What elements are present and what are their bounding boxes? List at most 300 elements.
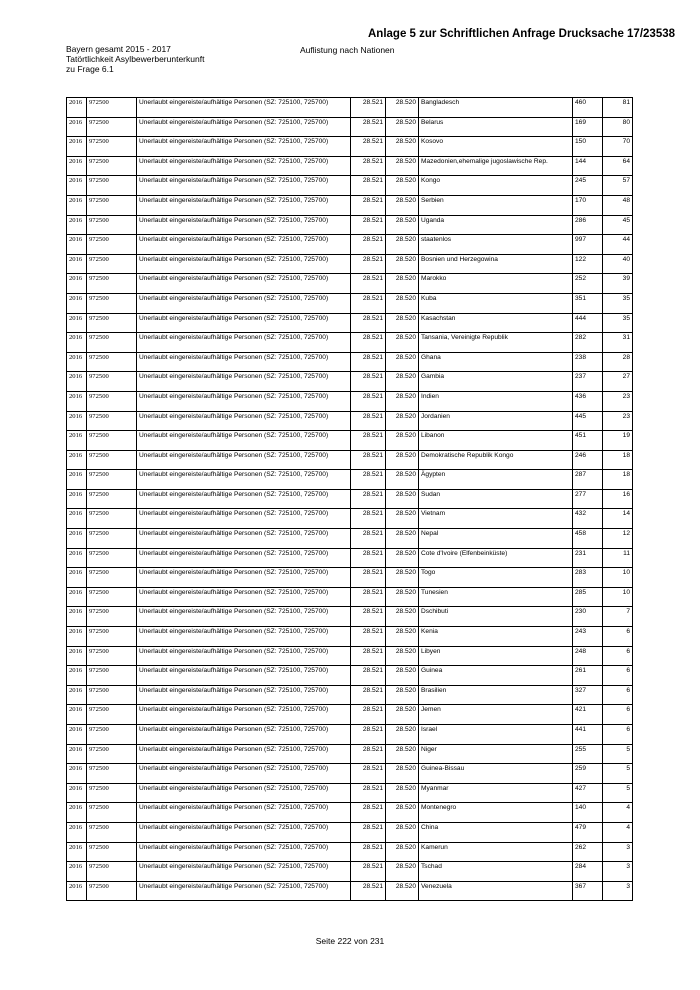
count-cell: 16: [603, 489, 633, 509]
code-cell: 972500: [87, 529, 137, 549]
count-cell: 45: [603, 215, 633, 235]
count-cell: 80: [603, 117, 633, 137]
meta-question: zu Frage 6.1: [66, 64, 114, 74]
description-cell: Unerlaubt eingereiste/aufhältige Personen (SZ: 725100, 725700): [137, 137, 351, 157]
code-cell: 972500: [87, 842, 137, 862]
count-cell: 4: [603, 822, 633, 842]
code-cell: 972500: [87, 548, 137, 568]
document-title: Anlage 5 zur Schriftlichen Anfrage Drucksache 17/23538: [368, 28, 676, 40]
country-code-cell: 441: [573, 725, 603, 745]
country-cell: Brasilien: [419, 685, 573, 705]
country-cell: Kamerun: [419, 842, 573, 862]
count-cell: 18: [603, 450, 633, 470]
table-row: [67, 333, 633, 353]
country-code-cell: 261: [573, 666, 603, 686]
key-value-cell: 28.521: [351, 352, 386, 372]
country-cell: Cote d'Ivoire (Elfenbeinküste): [419, 548, 573, 568]
description-cell: Unerlaubt eingereiste/aufhältige Personen (SZ: 725100, 725700): [137, 98, 351, 118]
key-value-cell-2: 28.520: [386, 627, 419, 647]
key-value-cell-2: 28.520: [386, 195, 419, 215]
key-value-cell-2: 28.520: [386, 254, 419, 274]
description-cell: Unerlaubt eingereiste/aufhältige Personen (SZ: 725100, 725700): [137, 215, 351, 235]
code-cell: 972500: [87, 881, 137, 901]
table-row: [67, 842, 633, 862]
country-code-cell: 367: [573, 881, 603, 901]
count-cell: 31: [603, 333, 633, 353]
country-code-cell: 460: [573, 98, 603, 118]
key-value-cell-2: 28.520: [386, 666, 419, 686]
description-cell: Unerlaubt eingereiste/aufhältige Personen (SZ: 725100, 725700): [137, 195, 351, 215]
meta-location: Tatörtlichkeit Asylbewerberunterkunft: [66, 54, 205, 64]
country-code-cell: 262: [573, 842, 603, 862]
count-cell: 35: [603, 313, 633, 333]
country-code-cell: 231: [573, 548, 603, 568]
key-value-cell: 28.521: [351, 666, 386, 686]
code-cell: 972500: [87, 627, 137, 647]
country-cell: Togo: [419, 568, 573, 588]
code-cell: 972500: [87, 117, 137, 137]
count-cell: 10: [603, 587, 633, 607]
key-value-cell-2: 28.520: [386, 431, 419, 451]
key-value-cell-2: 28.520: [386, 176, 419, 196]
description-cell: Unerlaubt eingereiste/aufhältige Personen (SZ: 725100, 725700): [137, 783, 351, 803]
table-row: [67, 215, 633, 235]
table-row: [67, 274, 633, 294]
table-row: [67, 587, 633, 607]
table-row: [67, 293, 633, 313]
year-cell: 2016: [67, 744, 87, 764]
year-cell: 2016: [67, 98, 87, 118]
nation-table: [66, 97, 633, 901]
count-cell: 6: [603, 666, 633, 686]
table-row: [67, 391, 633, 411]
table-row: [67, 646, 633, 666]
key-value-cell: 28.521: [351, 627, 386, 647]
count-cell: 3: [603, 842, 633, 862]
code-cell: 972500: [87, 764, 137, 784]
key-value-cell: 28.521: [351, 391, 386, 411]
country-code-cell: 283: [573, 568, 603, 588]
country-code-cell: 170: [573, 195, 603, 215]
year-cell: 2016: [67, 352, 87, 372]
year-cell: 2016: [67, 607, 87, 627]
description-cell: Unerlaubt eingereiste/aufhältige Personen (SZ: 725100, 725700): [137, 529, 351, 549]
key-value-cell: 28.521: [351, 195, 386, 215]
year-cell: 2016: [67, 862, 87, 882]
key-value-cell-2: 28.520: [386, 705, 419, 725]
country-code-cell: 284: [573, 862, 603, 882]
count-cell: 81: [603, 98, 633, 118]
description-cell: Unerlaubt eingereiste/aufhältige Personen (SZ: 725100, 725700): [137, 431, 351, 451]
key-value-cell: 28.521: [351, 293, 386, 313]
table-row: [67, 627, 633, 647]
country-cell: Gambia: [419, 372, 573, 392]
country-code-cell: 286: [573, 215, 603, 235]
code-cell: 972500: [87, 313, 137, 333]
count-cell: 7: [603, 607, 633, 627]
code-cell: 972500: [87, 431, 137, 451]
country-cell: Dschibuti: [419, 607, 573, 627]
code-cell: 972500: [87, 666, 137, 686]
country-cell: Kongo: [419, 176, 573, 196]
table-row: [67, 137, 633, 157]
description-cell: Unerlaubt eingereiste/aufhältige Personen (SZ: 725100, 725700): [137, 489, 351, 509]
table-row: [67, 431, 633, 451]
document-meta: [66, 44, 204, 74]
description-cell: Unerlaubt eingereiste/aufhältige Personen (SZ: 725100, 725700): [137, 607, 351, 627]
description-cell: Unerlaubt eingereiste/aufhältige Personen (SZ: 725100, 725700): [137, 627, 351, 647]
count-cell: 44: [603, 235, 633, 255]
count-cell: 6: [603, 646, 633, 666]
key-value-cell-2: 28.520: [386, 98, 419, 118]
key-value-cell-2: 28.520: [386, 842, 419, 862]
table-row: [67, 764, 633, 784]
description-cell: Unerlaubt eingereiste/aufhältige Personen (SZ: 725100, 725700): [137, 764, 351, 784]
key-value-cell: 28.521: [351, 862, 386, 882]
code-cell: 972500: [87, 176, 137, 196]
country-cell: staatenlos: [419, 235, 573, 255]
table-row: [67, 509, 633, 529]
year-cell: 2016: [67, 509, 87, 529]
count-cell: 5: [603, 744, 633, 764]
code-cell: 972500: [87, 705, 137, 725]
code-cell: 972500: [87, 470, 137, 490]
meta-region: Bayern gesamt 2015 - 2017: [66, 44, 171, 54]
year-cell: 2016: [67, 470, 87, 490]
description-cell: Unerlaubt eingereiste/aufhältige Personen (SZ: 725100, 725700): [137, 293, 351, 313]
table-row: [67, 881, 633, 901]
table-row: [67, 313, 633, 333]
count-cell: 23: [603, 391, 633, 411]
country-code-cell: 255: [573, 744, 603, 764]
country-cell: Tansania, Vereinigte Republik: [419, 333, 573, 353]
key-value-cell: 28.521: [351, 803, 386, 823]
count-cell: 39: [603, 274, 633, 294]
table-row: [67, 862, 633, 882]
code-cell: 972500: [87, 98, 137, 118]
key-value-cell-2: 28.520: [386, 293, 419, 313]
count-cell: 48: [603, 195, 633, 215]
year-cell: 2016: [67, 568, 87, 588]
table-row: [67, 705, 633, 725]
key-value-cell-2: 28.520: [386, 685, 419, 705]
description-cell: Unerlaubt eingereiste/aufhältige Personen (SZ: 725100, 725700): [137, 333, 351, 353]
year-cell: 2016: [67, 783, 87, 803]
description-cell: Unerlaubt eingereiste/aufhältige Personen (SZ: 725100, 725700): [137, 587, 351, 607]
key-value-cell: 28.521: [351, 450, 386, 470]
key-value-cell-2: 28.520: [386, 862, 419, 882]
country-code-cell: 259: [573, 764, 603, 784]
description-cell: Unerlaubt eingereiste/aufhältige Personen (SZ: 725100, 725700): [137, 646, 351, 666]
table-row: [67, 98, 633, 118]
description-cell: Unerlaubt eingereiste/aufhältige Personen (SZ: 725100, 725700): [137, 372, 351, 392]
count-cell: 6: [603, 705, 633, 725]
year-cell: 2016: [67, 725, 87, 745]
country-code-cell: 237: [573, 372, 603, 392]
country-cell: Ägypten: [419, 470, 573, 490]
year-cell: 2016: [67, 195, 87, 215]
table-row: [67, 822, 633, 842]
country-code-cell: 997: [573, 235, 603, 255]
key-value-cell-2: 28.520: [386, 803, 419, 823]
country-code-cell: 252: [573, 274, 603, 294]
year-cell: 2016: [67, 627, 87, 647]
country-code-cell: 458: [573, 529, 603, 549]
count-cell: 57: [603, 176, 633, 196]
country-cell: Demokratische Republik Kongo: [419, 450, 573, 470]
key-value-cell-2: 28.520: [386, 156, 419, 176]
country-code-cell: 285: [573, 587, 603, 607]
country-code-cell: 246: [573, 450, 603, 470]
country-cell: Guinea-Bissau: [419, 764, 573, 784]
count-cell: 3: [603, 862, 633, 882]
key-value-cell-2: 28.520: [386, 744, 419, 764]
key-value-cell: 28.521: [351, 215, 386, 235]
code-cell: 972500: [87, 489, 137, 509]
year-cell: 2016: [67, 411, 87, 431]
country-code-cell: 169: [573, 117, 603, 137]
count-cell: 18: [603, 470, 633, 490]
country-cell: Libyen: [419, 646, 573, 666]
country-code-cell: 479: [573, 822, 603, 842]
key-value-cell: 28.521: [351, 705, 386, 725]
code-cell: 972500: [87, 137, 137, 157]
key-value-cell-2: 28.520: [386, 391, 419, 411]
code-cell: 972500: [87, 822, 137, 842]
key-value-cell: 28.521: [351, 822, 386, 842]
country-cell: Kuba: [419, 293, 573, 313]
table-row: [67, 744, 633, 764]
country-cell: Bosnien und Herzegowina: [419, 254, 573, 274]
country-cell: Ghana: [419, 352, 573, 372]
year-cell: 2016: [67, 646, 87, 666]
description-cell: Unerlaubt eingereiste/aufhältige Personen (SZ: 725100, 725700): [137, 725, 351, 745]
country-code-cell: 140: [573, 803, 603, 823]
count-cell: 3: [603, 881, 633, 901]
year-cell: 2016: [67, 117, 87, 137]
count-cell: 28: [603, 352, 633, 372]
count-cell: 5: [603, 764, 633, 784]
table-row: [67, 607, 633, 627]
key-value-cell-2: 28.520: [386, 529, 419, 549]
country-code-cell: 421: [573, 705, 603, 725]
year-cell: 2016: [67, 254, 87, 274]
description-cell: Unerlaubt eingereiste/aufhältige Personen (SZ: 725100, 725700): [137, 411, 351, 431]
table-row: [67, 803, 633, 823]
country-code-cell: 444: [573, 313, 603, 333]
country-cell: Marokko: [419, 274, 573, 294]
description-cell: Unerlaubt eingereiste/aufhältige Personen (SZ: 725100, 725700): [137, 803, 351, 823]
key-value-cell: 28.521: [351, 137, 386, 157]
year-cell: 2016: [67, 489, 87, 509]
key-value-cell: 28.521: [351, 568, 386, 588]
key-value-cell-2: 28.520: [386, 489, 419, 509]
year-cell: 2016: [67, 274, 87, 294]
country-cell: Indien: [419, 391, 573, 411]
country-code-cell: 287: [573, 470, 603, 490]
code-cell: 972500: [87, 803, 137, 823]
country-cell: Mazedonien,ehemalige jugoslawische Rep.: [419, 156, 573, 176]
country-code-cell: 436: [573, 391, 603, 411]
country-code-cell: 277: [573, 489, 603, 509]
key-value-cell-2: 28.520: [386, 215, 419, 235]
year-cell: 2016: [67, 333, 87, 353]
description-cell: Unerlaubt eingereiste/aufhältige Personen (SZ: 725100, 725700): [137, 117, 351, 137]
count-cell: 4: [603, 803, 633, 823]
year-cell: 2016: [67, 137, 87, 157]
year-cell: 2016: [67, 842, 87, 862]
description-cell: Unerlaubt eingereiste/aufhältige Personen (SZ: 725100, 725700): [137, 352, 351, 372]
table-row: [67, 195, 633, 215]
key-value-cell-2: 28.520: [386, 548, 419, 568]
country-cell: Venezuela: [419, 881, 573, 901]
table-row: [67, 725, 633, 745]
table-row: [67, 783, 633, 803]
year-cell: 2016: [67, 705, 87, 725]
country-cell: Kasachstan: [419, 313, 573, 333]
table-row: [67, 568, 633, 588]
code-cell: 972500: [87, 568, 137, 588]
key-value-cell-2: 28.520: [386, 333, 419, 353]
key-value-cell: 28.521: [351, 489, 386, 509]
key-value-cell: 28.521: [351, 117, 386, 137]
count-cell: 14: [603, 509, 633, 529]
key-value-cell-2: 28.520: [386, 725, 419, 745]
country-cell: Bangladesch: [419, 98, 573, 118]
key-value-cell: 28.521: [351, 470, 386, 490]
code-cell: 972500: [87, 215, 137, 235]
country-code-cell: 327: [573, 685, 603, 705]
key-value-cell-2: 28.520: [386, 822, 419, 842]
code-cell: 972500: [87, 254, 137, 274]
country-code-cell: 144: [573, 156, 603, 176]
key-value-cell-2: 28.520: [386, 117, 419, 137]
country-code-cell: 248: [573, 646, 603, 666]
country-cell: Sudan: [419, 489, 573, 509]
description-cell: Unerlaubt eingereiste/aufhältige Personen (SZ: 725100, 725700): [137, 156, 351, 176]
description-cell: Unerlaubt eingereiste/aufhältige Personen (SZ: 725100, 725700): [137, 744, 351, 764]
key-value-cell: 28.521: [351, 509, 386, 529]
key-value-cell: 28.521: [351, 725, 386, 745]
description-cell: Unerlaubt eingereiste/aufhältige Personen (SZ: 725100, 725700): [137, 842, 351, 862]
code-cell: 972500: [87, 293, 137, 313]
code-cell: 972500: [87, 783, 137, 803]
key-value-cell-2: 28.520: [386, 372, 419, 392]
year-cell: 2016: [67, 666, 87, 686]
country-cell: Belarus: [419, 117, 573, 137]
country-code-cell: 238: [573, 352, 603, 372]
table-row: [67, 548, 633, 568]
description-cell: Unerlaubt eingereiste/aufhältige Personen (SZ: 725100, 725700): [137, 862, 351, 882]
key-value-cell-2: 28.520: [386, 411, 419, 431]
code-cell: 972500: [87, 391, 137, 411]
key-value-cell: 28.521: [351, 529, 386, 549]
key-value-cell: 28.521: [351, 333, 386, 353]
year-cell: 2016: [67, 450, 87, 470]
country-cell: Israel: [419, 725, 573, 745]
description-cell: Unerlaubt eingereiste/aufhältige Personen (SZ: 725100, 725700): [137, 391, 351, 411]
key-value-cell: 28.521: [351, 411, 386, 431]
description-cell: Unerlaubt eingereiste/aufhältige Personen (SZ: 725100, 725700): [137, 705, 351, 725]
key-value-cell-2: 28.520: [386, 881, 419, 901]
country-cell: Niger: [419, 744, 573, 764]
code-cell: 972500: [87, 509, 137, 529]
key-value-cell-2: 28.520: [386, 646, 419, 666]
code-cell: 972500: [87, 587, 137, 607]
count-cell: 40: [603, 254, 633, 274]
key-value-cell: 28.521: [351, 607, 386, 627]
key-value-cell: 28.521: [351, 764, 386, 784]
count-cell: 35: [603, 293, 633, 313]
count-cell: 23: [603, 411, 633, 431]
year-cell: 2016: [67, 176, 87, 196]
country-code-cell: 122: [573, 254, 603, 274]
year-cell: 2016: [67, 215, 87, 235]
document-subtitle: Auflistung nach Nationen: [300, 45, 395, 55]
table-row: [67, 117, 633, 137]
country-cell: Vietnam: [419, 509, 573, 529]
count-cell: 12: [603, 529, 633, 549]
code-cell: 972500: [87, 744, 137, 764]
country-code-cell: 245: [573, 176, 603, 196]
table-row: [67, 450, 633, 470]
count-cell: 6: [603, 725, 633, 745]
description-cell: Unerlaubt eingereiste/aufhältige Personen (SZ: 725100, 725700): [137, 881, 351, 901]
code-cell: 972500: [87, 274, 137, 294]
country-cell: Kosovo: [419, 137, 573, 157]
key-value-cell-2: 28.520: [386, 470, 419, 490]
description-cell: Unerlaubt eingereiste/aufhältige Personen (SZ: 725100, 725700): [137, 822, 351, 842]
year-cell: 2016: [67, 156, 87, 176]
description-cell: Unerlaubt eingereiste/aufhältige Personen (SZ: 725100, 725700): [137, 470, 351, 490]
code-cell: 972500: [87, 685, 137, 705]
year-cell: 2016: [67, 548, 87, 568]
country-code-cell: 351: [573, 293, 603, 313]
country-cell: Guinea: [419, 666, 573, 686]
count-cell: 5: [603, 783, 633, 803]
key-value-cell: 28.521: [351, 98, 386, 118]
description-cell: Unerlaubt eingereiste/aufhältige Personen (SZ: 725100, 725700): [137, 666, 351, 686]
country-cell: Nepal: [419, 529, 573, 549]
year-cell: 2016: [67, 764, 87, 784]
code-cell: 972500: [87, 450, 137, 470]
key-value-cell: 28.521: [351, 254, 386, 274]
table-row: [67, 685, 633, 705]
year-cell: 2016: [67, 685, 87, 705]
country-cell: Libanon: [419, 431, 573, 451]
key-value-cell: 28.521: [351, 842, 386, 862]
key-value-cell-2: 28.520: [386, 587, 419, 607]
code-cell: 972500: [87, 607, 137, 627]
description-cell: Unerlaubt eingereiste/aufhältige Personen (SZ: 725100, 725700): [137, 235, 351, 255]
country-code-cell: 445: [573, 411, 603, 431]
table-row: [67, 235, 633, 255]
year-cell: 2016: [67, 587, 87, 607]
key-value-cell-2: 28.520: [386, 764, 419, 784]
table-row: [67, 352, 633, 372]
count-cell: 10: [603, 568, 633, 588]
country-cell: Montenegro: [419, 803, 573, 823]
page-number: Seite 222 von 231: [315, 936, 385, 946]
description-cell: Unerlaubt eingereiste/aufhältige Personen (SZ: 725100, 725700): [137, 509, 351, 529]
count-cell: 19: [603, 431, 633, 451]
key-value-cell: 28.521: [351, 685, 386, 705]
code-cell: 972500: [87, 235, 137, 255]
key-value-cell-2: 28.520: [386, 450, 419, 470]
key-value-cell: 28.521: [351, 431, 386, 451]
key-value-cell: 28.521: [351, 274, 386, 294]
key-value-cell: 28.521: [351, 548, 386, 568]
